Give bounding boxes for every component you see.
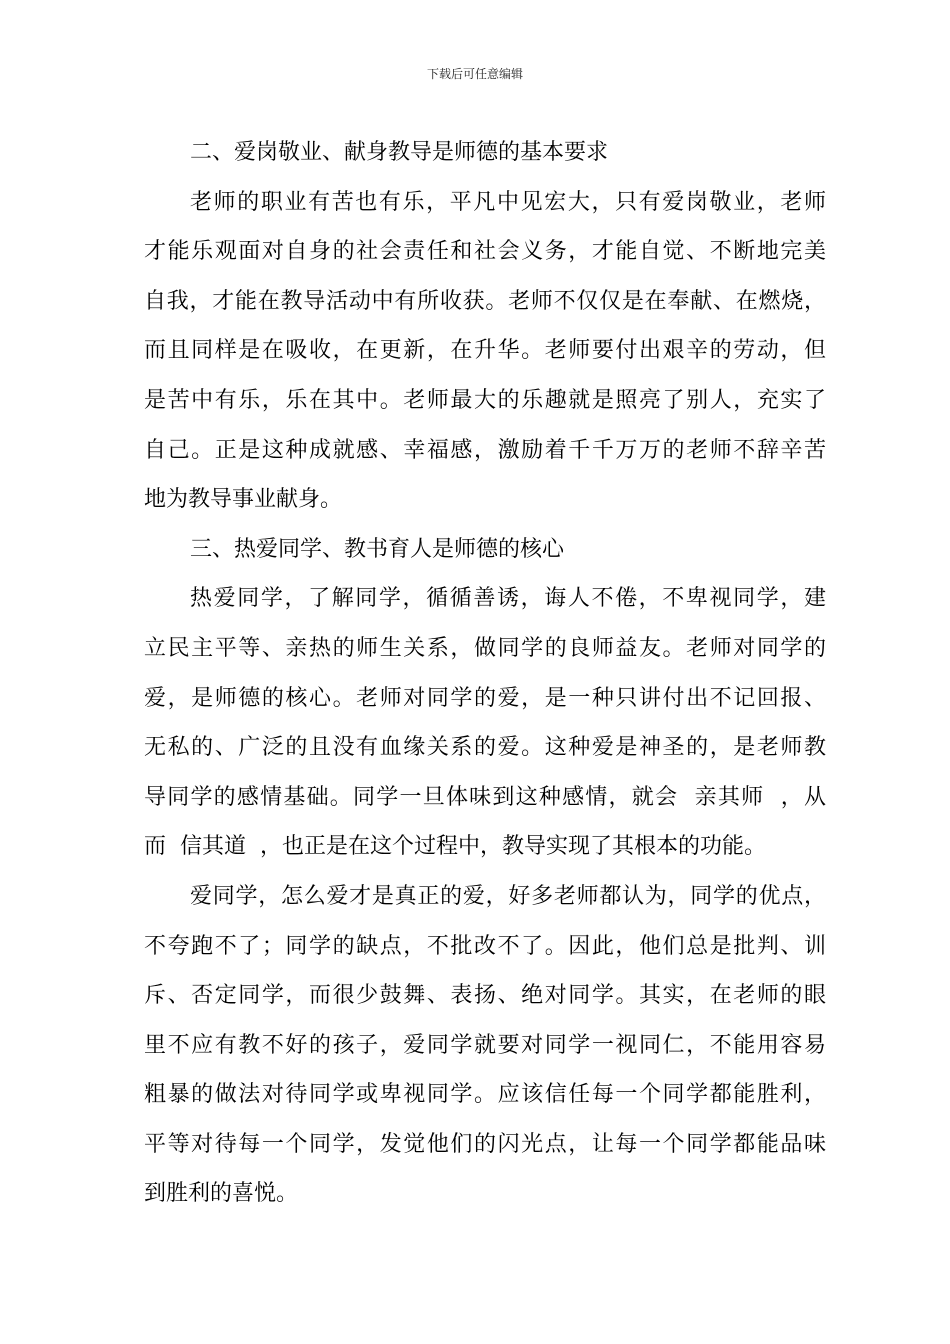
heading-line: 二、爱岗敬业、献身教导是师德的基本要求 bbox=[190, 140, 609, 165]
paragraph bbox=[144, 574, 826, 872]
paragraph-line: 才能乐观面对自身的社会责任和社会义务，才能自觉、不断地完美 bbox=[144, 239, 826, 265]
section-heading bbox=[144, 525, 826, 575]
paragraph-line: 无私的、广泛的且没有血缘关系的爱。这种爱是神圣的，是老师教 bbox=[144, 735, 826, 761]
heading-line: 三、热爱同学、教书育人是师德的核心 bbox=[190, 536, 565, 562]
paragraph-line: 到胜利的喜悦。 bbox=[144, 1181, 299, 1207]
paragraph-line: 热爱同学，了解同学，循循善诱，诲人不倦，不卑视同学，建 bbox=[190, 586, 826, 612]
paragraph-line: 而且同样是在吸收，在更新，在升华。老师要付出艰辛的劳动，但 bbox=[144, 338, 826, 364]
paragraph-line: 粗暴的做法对待同学或卑视同学。应该信任每一个同学都能胜利， bbox=[144, 1082, 826, 1108]
paragraph-line: 立民主平等、亲热的师生关系，做同学的良师益友。老师对同学的 bbox=[144, 635, 826, 661]
paragraph-line: 爱，是师德的核心。老师对同学的爱，是一种只讲付出不记回报、 bbox=[144, 685, 826, 711]
page-header-note: 下载后可任意编辑 bbox=[426, 67, 523, 81]
paragraph-line: 斥、否定同学，而很少鼓舞、表扬、绝对同学。其实，在老师的眼 bbox=[144, 983, 826, 1009]
paragraph-line: 导同学的感情基础。同学一旦体味到这种感情，就会 亲其师 ，从 bbox=[144, 784, 826, 810]
paragraph-line: 老师的职业有苦也有乐，平凡中见宏大，只有爱岗敬业，老师 bbox=[190, 189, 826, 215]
paragraph-line: 而 信其道 ，也正是在这个过程中，教导实现了其根本的功能。 bbox=[144, 834, 766, 860]
paragraph bbox=[144, 178, 826, 525]
paragraph-line: 是苦中有乐，乐在其中。老师最大的乐趣就是照亮了别人，充实了 bbox=[144, 387, 826, 413]
paragraph-line: 自己。正是这种成就感、幸福感，激励着千千万万的老师不辞辛苦 bbox=[144, 437, 826, 463]
paragraph-line: 地为教导事业献身。 bbox=[144, 487, 343, 513]
document-body bbox=[144, 128, 826, 1219]
paragraph-line: 平等对待每一个同学，发觉他们的闪光点，让每一个同学都能品味 bbox=[144, 1131, 826, 1157]
paragraph-line: 里不应有教不好的孩子，爱同学就要对同学一视同仁，不能用容易 bbox=[144, 1032, 826, 1058]
section-heading bbox=[144, 128, 826, 178]
paragraph bbox=[144, 872, 826, 1219]
paragraph-line: 自我，才能在教导活动中有所收获。老师不仅仅是在奉献、在燃烧， bbox=[144, 288, 826, 314]
paragraph-line: 爱同学，怎么爱才是真正的爱，好多老师都认为，同学的优点， bbox=[190, 883, 826, 909]
paragraph-line: 不夸跑不了；同学的缺点，不批改不了。因此，他们总是批判、训 bbox=[144, 933, 826, 959]
